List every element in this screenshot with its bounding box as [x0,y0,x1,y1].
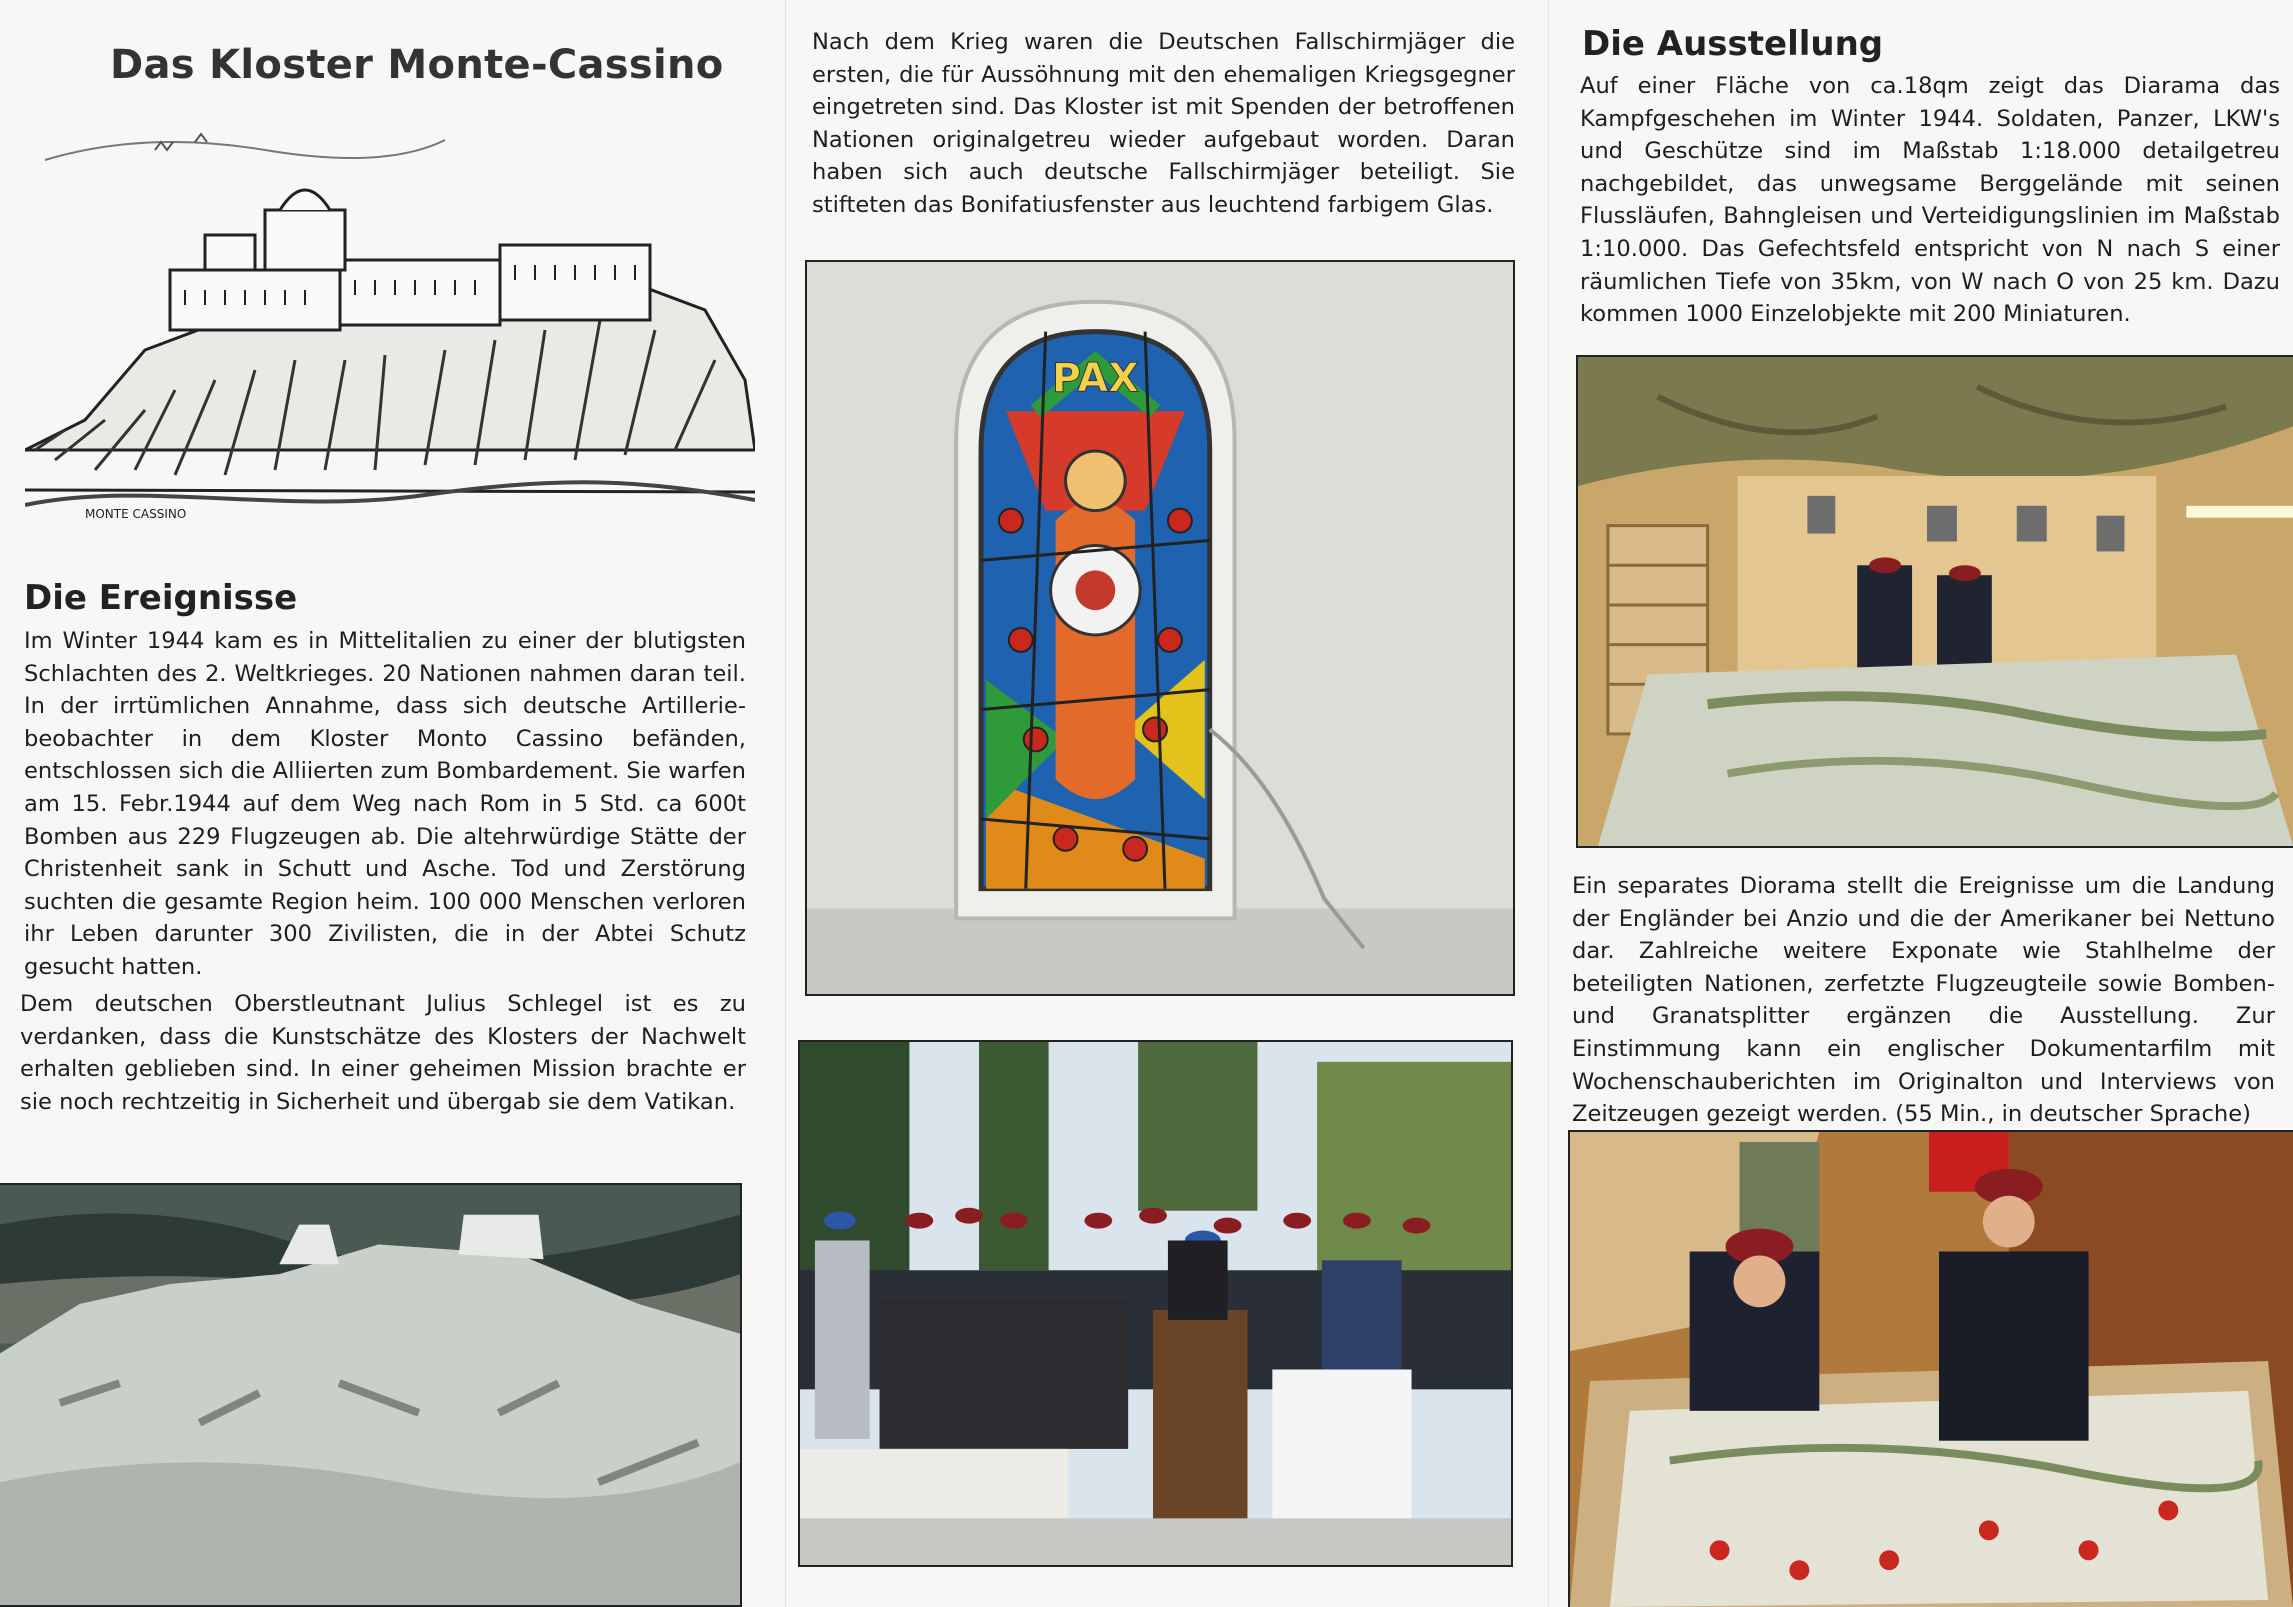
exhibition-paragraph: Auf einer Fläche von ca.18qm zeigt das Diarama das Kampfgeschehen im Winter 1944. Soldaten, Panzer, LKW's und Geschütze sind im Maßstab 1:18.000 detailgetreu nachgebildet, das unwegsame Berggelände mit seinen Flussläufen, Bahngleisen und Verteidigungslinien im Maßstab 1:10.000. Das Gefechtsfeld entspricht von N nach S einer räumlichen Tiefe von 35km, von W nach O von 25 km. Dazu kommen 1000 Einzelobjekte mit 200 Miniaturen. [1580,73,2280,328]
column-monastery [0,0,780,1607]
sketch-caption: MONTE CASSINO [85,507,187,520]
events-heading: Die Ereignisse [24,578,298,618]
diorama-paragraph: Ein separates Diorama stellt die Ereignisse um die Landung der Engländer bei Anzio und die der Amerikaner bei Nettuno dar. Zahlreiche weitere Exponate wie Stahlhelme der beteiligten Nationen, zerfetzte Flugzeugteile sowie Bomben- und Granatsplitter ergänzen die Ausstellung. Zur Einstimmung kann ein englischer Dokumentarfilm mit Wochenschauberichten im Originalton und Interviews von Zeitzeugen gezeigt werden. (55 Min., in deutscher Sprache) [1572,873,2275,1128]
window-pax-lettering: PAX [1051,355,1139,402]
exhibition-room-photo [1576,355,2293,848]
ceremony-photo [798,1040,1513,1567]
page-title: Das Kloster Monte-Cassino [110,42,724,88]
schlegel-paragraph: Dem deutschen Oberstleutnant Julius Schlegel ist es zu verdanken, dass die Kunstschätze des Klosters der Nachwelt erhalten geblieben sind. In einer geheimen Mission brachte er sie noch rechtzeitig in Sicherheit und übergab sie dem Vatikan. [20,991,746,1115]
column-exhibition [1560,0,2293,1607]
fold-line [1548,0,1549,1607]
reconciliation-paragraph: Nach dem Krieg waren die Deutschen Fallschirmjäger die ersten, die für Aussöhnung mit den ehemaligen Kriegsgegner eingetreten sind. Das Kloster ist mit Spenden der betroffenen Nationen originalgetreu wieder aufgebaut worden. Daran haben sich auch deutsche Fallschirmjäger beteiligt. Sie stifteten das Bonifatiusfenster aus leuchtend farbigem Glas. [812,29,1515,218]
fold-line [785,0,786,1607]
monastery-sketch [25,120,755,520]
column-reconciliation [790,0,1530,1607]
events-paragraph: Im Winter 1944 kam es in Mittelitalien zu einer der blutigsten Schlachten des 2. Weltkrieges. 20 Nationen nahmen daran teil. In der irrtümlichen Annahme, dass sich deutsche Artilleriebeobachter in dem Kloster Monto Cassino befänden, entschlossen sich die Alliierten zum Bombardement. Sie warfen am 15. Febr.1944 auf dem Weg nach Rom in 5 Std. ca 600t Bomben aus 229 Flugzeugen ab. Die altehrwürdige Stätte der Christenheit sank in Schutt und Asche. Tod und Zerstörung suchten die gesamte Region heim. 100 000 Menschen verloren ihr Leben darunter 300 Zivilisten, die in der Abtei Schutz gesucht hatten. [24,628,746,980]
ruins-photo [0,1183,742,1607]
exhibition-heading: Die Ausstellung [1582,24,1884,64]
diorama-photo [1568,1130,2293,1607]
stained-glass-photo [805,260,1515,996]
